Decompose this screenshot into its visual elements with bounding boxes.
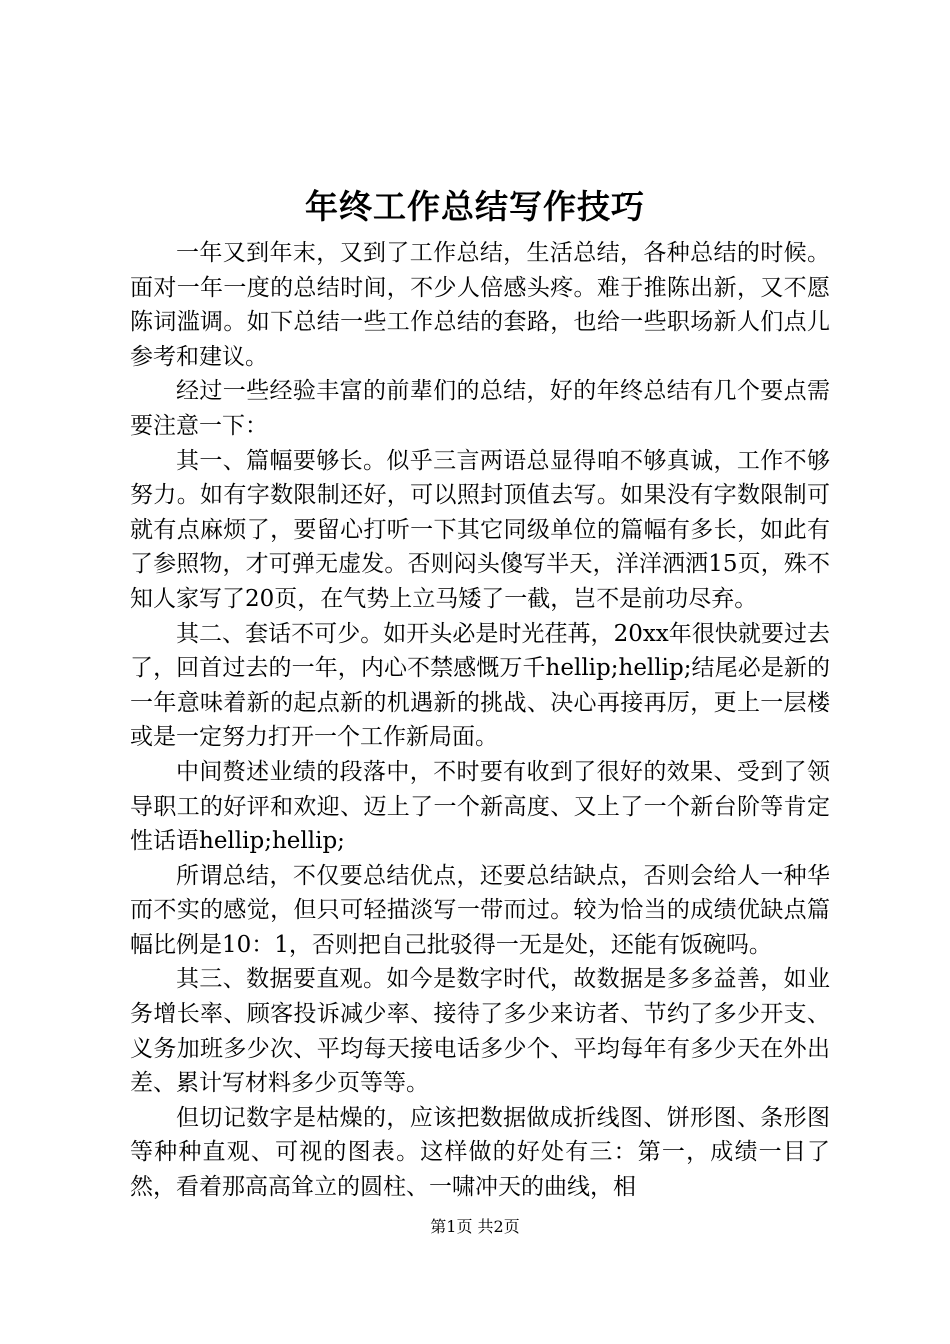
paragraph-8: 但切记数字是枯燥的，应该把数据做成折线图、饼形图、条形图等种种直观、可视的图表。这样做的好处有三：第一，成绩一目了然，看着那高高耸立的圆柱、一啸冲天的曲线，相 [130,1104,830,1201]
paragraph-1: 一年又到年末，又到了工作总结，生活总结，各种总结的时候。面对一年一度的总结时间，不少人倍感头疼。难于推陈出新，又不愿陈词滥调。如下总结一些工作总结的套路，也给一些职场新人们点儿参考和建议。 [130,240,830,370]
paragraph-3: 其一、篇幅要够长。似乎三言两语总显得咱不够真诚，工作不够努力。如有字数限制还好，可以照封顶值去写。如果没有字数限制可就有点麻烦了，要留心打听一下其它同级单位的篇幅有多长，如此有了参照物，才可弹无虚发。否则闷头傻写半天，洋洋洒洒15页，殊不知人家写了20页，在气势上立马矮了一截，岂不是前功尽弃。 [130,447,830,612]
page-number-footer: 第1页 共2页 [430,1217,520,1236]
document-title: 年终工作总结写作技巧 [305,187,645,226]
paragraph-2: 经过一些经验丰富的前辈们的总结，好的年终总结有几个要点需要注意一下： [130,378,830,439]
paragraph-4: 其二、套话不可少。如开头必是时光荏苒，20xx年很快就要过去了，回首过去的一年，内心不禁感慨万千hellip;hellip;结尾必是新的一年意味着新的起点新的机遇新的挑战、决心再接再厉，更上一层楼或是一定努力打开一个工作新局面。 [130,620,830,751]
paragraph-5: 中间赘述业绩的段落中，不时要有收到了很好的效果、受到了领导职工的好评和欢迎、迈上了一个新高度、又上了一个新台阶等肯定性话语hellip;hellip; [130,758,830,855]
paragraph-6: 所谓总结，不仅要总结优点，还要总结缺点，否则会给人一种华而不实的感觉，但只可轻描淡写一带而过。较为恰当的成绩优缺点篇幅比例是10：1，否则把自己批驳得一无是处，还能有饭碗吗。 [130,862,830,958]
document-body [130,236,830,1205]
paragraph-7: 其三、数据要直观。如今是数字时代，故数据是多多益善，如业务增长率、顾客投诉减少率、接待了多少来访者、节约了多少开支、义务加班多少次、平均每天接电话多少个、平均每年有多少天在外出差、累计写材料多少页等等。 [130,966,830,1097]
